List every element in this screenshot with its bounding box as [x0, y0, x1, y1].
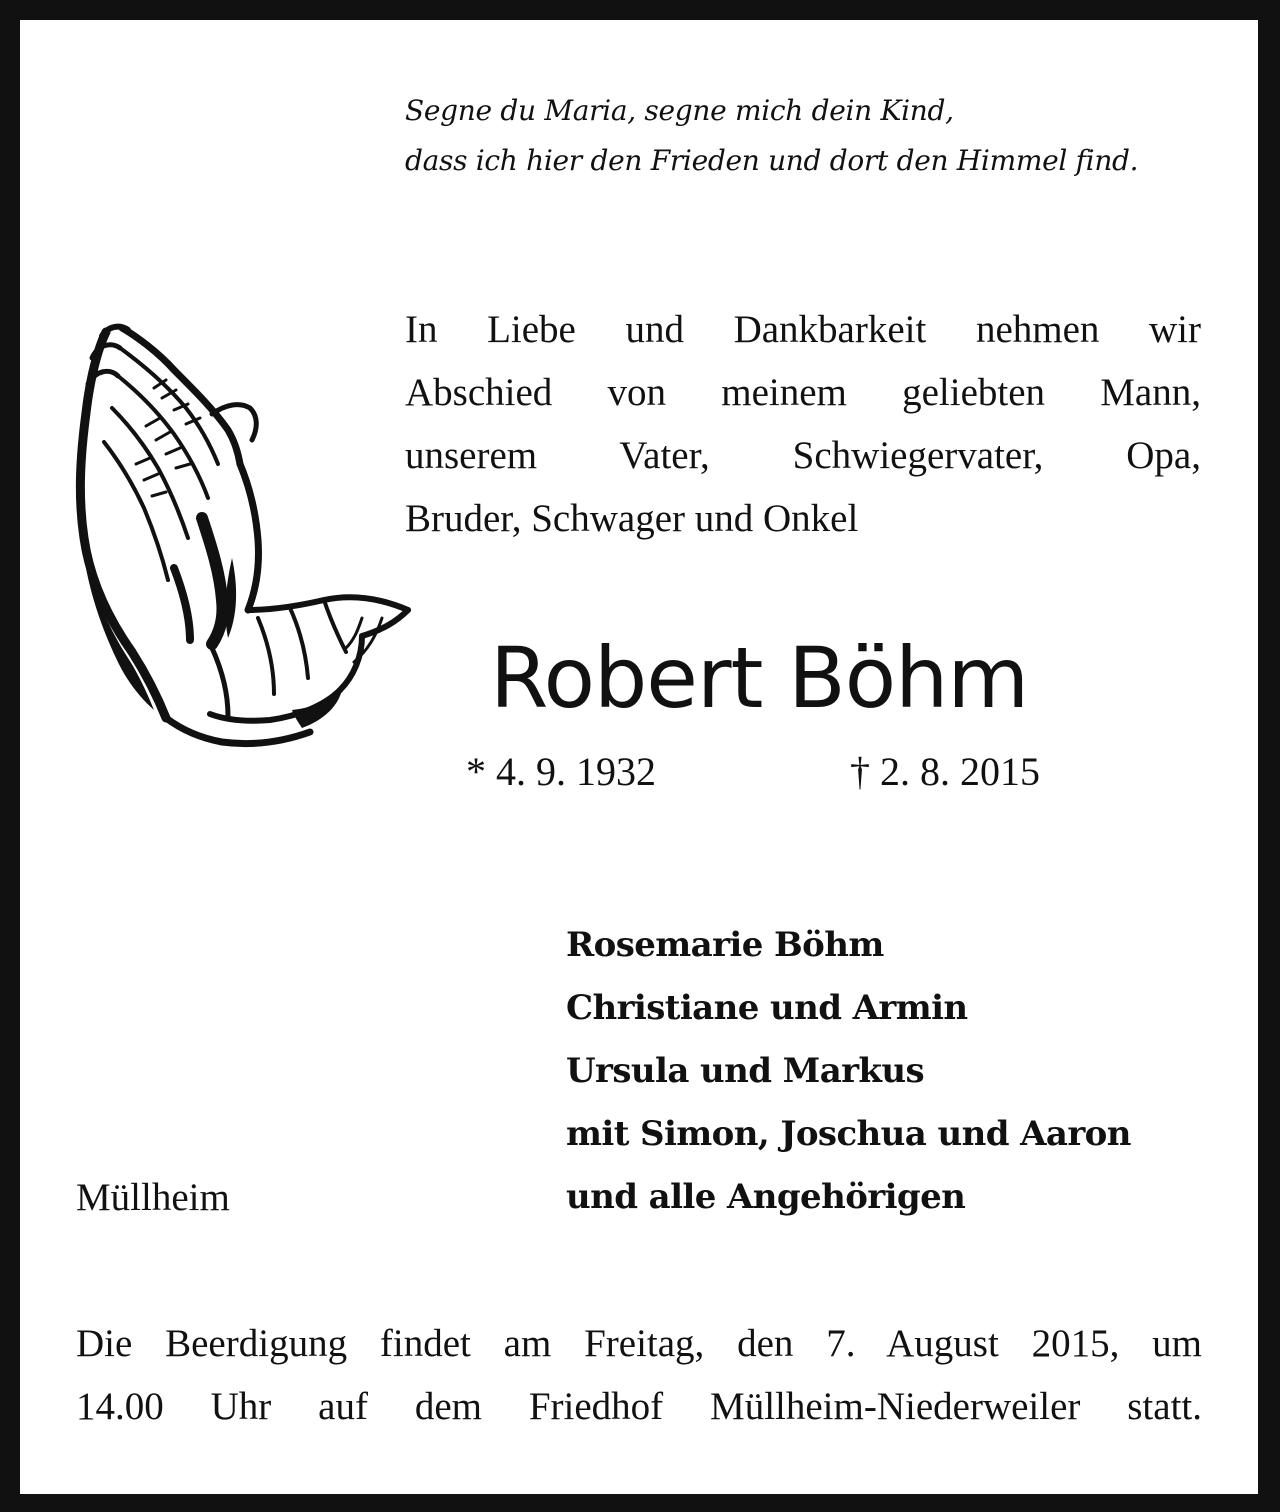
family-line: Ursula und Markus: [566, 1051, 925, 1091]
family-line: mit Simon, Joschua und Aaron: [566, 1114, 1131, 1154]
intro-line: unserem Vater, Schwiegervater, Opa,: [405, 434, 1201, 477]
intro-line: In Liebe und Dankbarkeit nehmen wir: [405, 308, 1201, 351]
birth-date: * 4. 9. 1932: [466, 749, 656, 794]
funeral-line: Die Beerdigung findet am Freitag, den 7. August 2015, um: [76, 1322, 1202, 1365]
family-signatories: [566, 914, 1131, 1229]
motto-verse: [405, 86, 1225, 186]
family-line: Christiane und Armin: [566, 988, 968, 1028]
intro-line: Bruder, Schwager und Onkel: [405, 497, 859, 540]
intro-line: Abschied von meinem geliebten Mann,: [405, 371, 1201, 414]
funeral-notice: [76, 1312, 1202, 1438]
family-line: Rosemarie Böhm: [566, 925, 884, 965]
family-line: und alle Angehörigen: [566, 1177, 966, 1217]
place-name: Müllheim: [76, 1176, 230, 1219]
motto-line: Segne du Maria, segne mich dein Kind,: [405, 94, 954, 127]
funeral-line: 14.00 Uhr auf dem Friedhof Müllheim-Niederweiler statt.: [76, 1385, 1202, 1428]
motto-line: dass ich hier den Frieden und dort den Himmel find.: [405, 144, 1139, 177]
intro-text: [405, 298, 1201, 550]
praying-hands-icon: [62, 318, 422, 758]
deceased-name: Robert Böhm: [490, 629, 1029, 727]
death-date: † 2. 8. 2015: [850, 749, 1040, 794]
